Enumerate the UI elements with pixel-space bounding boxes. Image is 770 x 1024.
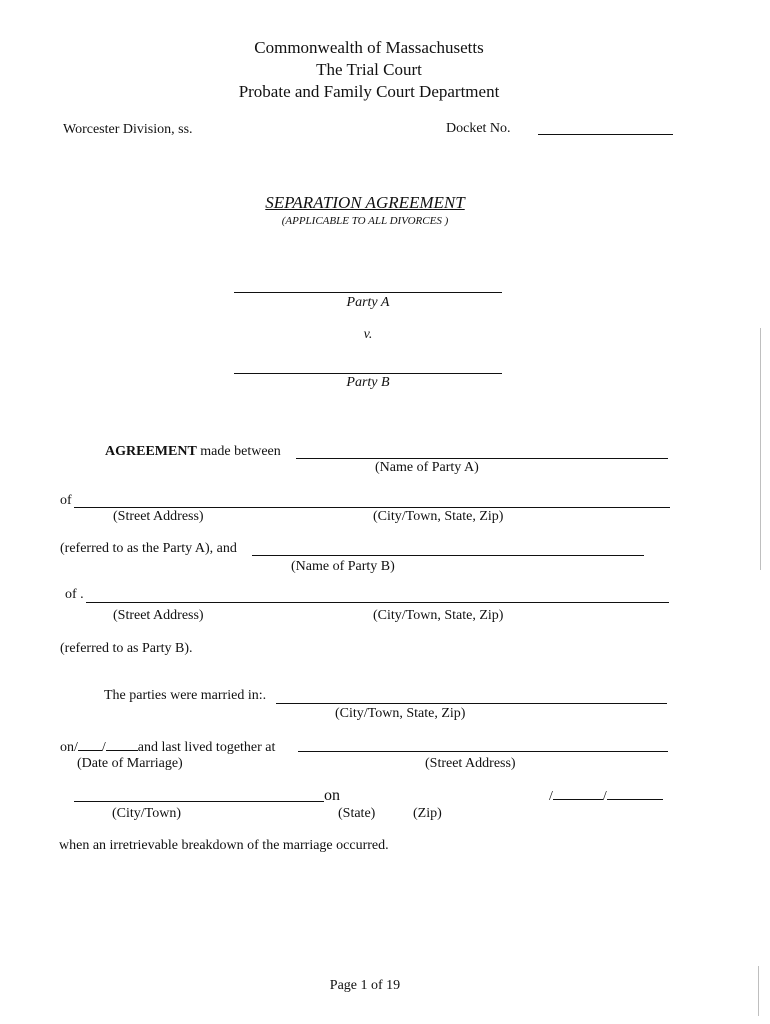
agreement-rest: made between (196, 444, 281, 459)
party-a-caption: Party A (346, 295, 390, 310)
zip-caption: (Zip) (413, 806, 442, 821)
name-party-a-caption: (Name of Party A) (375, 460, 479, 475)
party-a-name-field[interactable] (234, 292, 502, 293)
division-label: Worcester Division, ss. (63, 122, 193, 137)
party-b-caption: Party B (346, 375, 390, 390)
scan-edge-line (760, 328, 761, 570)
name-party-b-caption: (Name of Party B) (291, 559, 395, 574)
on-date-row (60, 738, 275, 756)
docket-label: Docket No. (446, 121, 511, 136)
of-label-b: of . (65, 587, 84, 602)
separation-year-field[interactable] (607, 787, 663, 800)
date-separator-4: / (602, 789, 607, 804)
party-a-full-name-field[interactable] (296, 458, 668, 459)
page-number: Page 1 of 19 (329, 978, 401, 993)
party-b-full-name-field[interactable] (252, 555, 644, 556)
city-state-zip-caption-a: (City/Town, State, Zip) (373, 509, 504, 524)
agreement-bold: AGREEMENT (105, 444, 197, 459)
on-word: on (324, 787, 340, 804)
street-address-caption-a: (Street Address) (113, 509, 204, 524)
marriage-place-caption: (City/Town, State, Zip) (335, 706, 466, 721)
agreement-intro (105, 444, 281, 460)
date-separator-1: / (74, 740, 78, 755)
of-label-a: of (60, 493, 72, 508)
date-separator-3: / (549, 789, 553, 804)
on-label: on (60, 740, 74, 755)
referred-party-b: (referred to as Party B). (60, 641, 193, 656)
city-town-caption: (City/Town) (112, 806, 182, 821)
scan-edge-line-bottom (758, 966, 759, 1016)
marriage-place-field[interactable] (276, 703, 667, 704)
street-address-caption-c: (Street Address) (425, 756, 516, 771)
breakdown-statement: when an irretrievable breakdown of the marriage occurred. (59, 838, 389, 853)
last-address-field[interactable] (298, 751, 668, 752)
court-name: Commonwealth of Massachusetts (254, 38, 484, 57)
party-b-address-field[interactable] (86, 602, 669, 603)
court-level: The Trial Court (316, 60, 422, 79)
document-subtitle: (APPLICABLE TO ALL DIVORCES ) (281, 215, 449, 227)
versus-label: v. (363, 327, 373, 342)
date-separator-2: / (101, 740, 106, 755)
city-state-zip-caption-b: (City/Town, State, Zip) (373, 608, 504, 623)
party-a-address-field[interactable] (74, 507, 670, 508)
street-address-caption-b: (Street Address) (113, 608, 204, 623)
date-of-marriage-caption: (Date of Marriage) (77, 756, 183, 771)
separation-date-field[interactable] (549, 787, 663, 805)
last-lived-label: and last lived together at (137, 740, 276, 755)
referred-party-a: (referred to as the Party A), and (60, 541, 237, 556)
court-department: Probate and Family Court Department (238, 82, 500, 101)
last-city-field[interactable] (74, 801, 324, 802)
separation-day-field[interactable] (553, 787, 603, 800)
document-title: SEPARATION AGREEMENT (265, 193, 465, 212)
state-caption: (State) (338, 806, 376, 821)
married-in-label: The parties were married in:. (104, 688, 267, 703)
marriage-day-field[interactable] (78, 738, 102, 751)
docket-number-field[interactable] (538, 134, 673, 135)
party-b-name-field[interactable] (234, 373, 502, 374)
marriage-year-field[interactable] (106, 738, 138, 751)
